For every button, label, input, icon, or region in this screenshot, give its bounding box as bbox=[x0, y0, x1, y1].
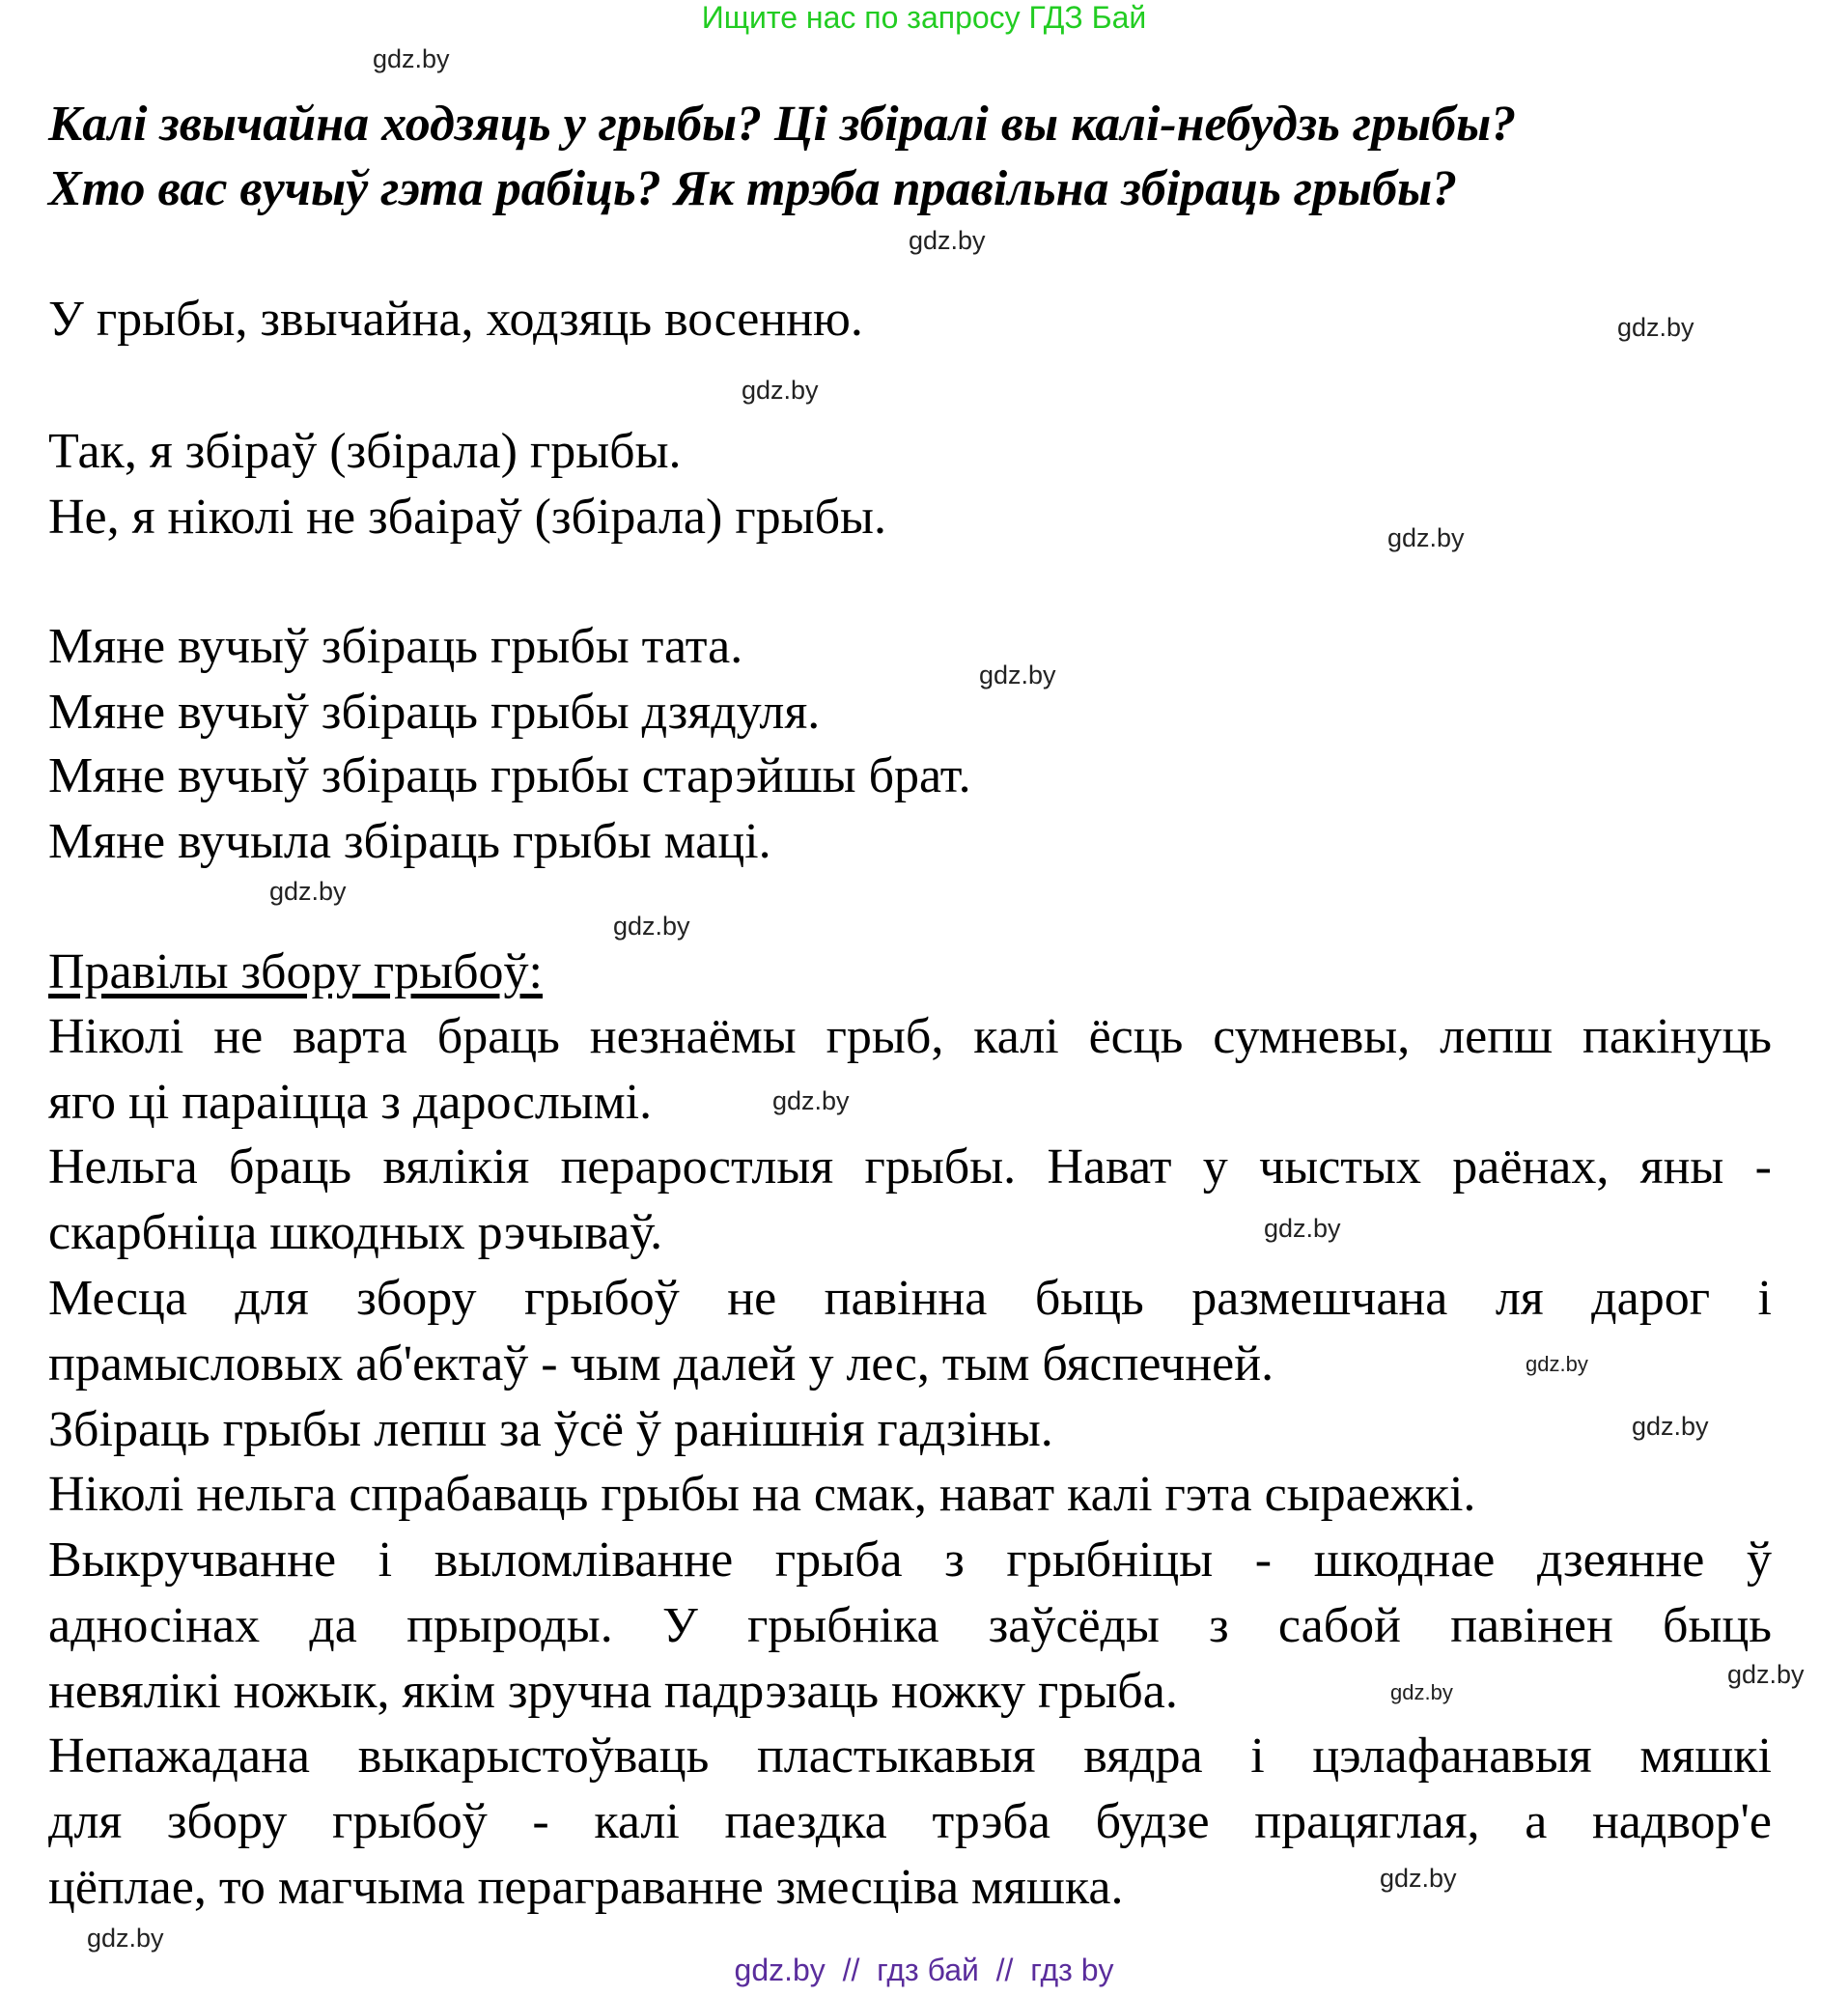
watermark: gdz.by bbox=[742, 376, 819, 405]
answer-teacher-4: Мяне вучыла збіраць грыбы маці. bbox=[48, 814, 771, 869]
watermark: gdz.by bbox=[87, 1924, 164, 1953]
watermark: gdz.by bbox=[1526, 1352, 1588, 1376]
rule-line: Выкручванне і выломліванне грыба з грыбніцы - шкоднае дзеянне ў bbox=[48, 1532, 1772, 1588]
watermark: gdz.by bbox=[1632, 1412, 1709, 1441]
answer-teacher-2: Мяне вучыў збіраць грыбы дзядуля. bbox=[48, 685, 821, 740]
rule-line: Нельга браць вялікія пераростлыя грыбы. Нават у чыстых раёнах, яны - bbox=[48, 1139, 1772, 1195]
rule-line: яго ці параіцца з дарослымі. bbox=[48, 1075, 653, 1130]
watermark: gdz.by bbox=[1264, 1214, 1341, 1243]
watermark: gdz.by bbox=[613, 912, 690, 941]
watermark: gdz.by bbox=[1390, 1680, 1453, 1704]
watermark: gdz.by bbox=[269, 877, 347, 906]
question-line-1: Калі звычайна ходзяць у грыбы? Ці збіралі вы калі-небудзь грыбы? bbox=[48, 97, 1517, 152]
answer-when: У грыбы, звычайна, ходзяць восенню. bbox=[48, 292, 863, 347]
watermark: gdz.by bbox=[1617, 313, 1694, 342]
answer-collected-yes: Так, я збіраў (збірала) грыбы. bbox=[48, 424, 682, 479]
watermark: gdz.by bbox=[1380, 1864, 1457, 1893]
watermark: gdz.by bbox=[979, 661, 1056, 689]
rule-line: Ніколі нельга спрабаваць грыбы на смак, нават калі гэта сыраежкі. bbox=[48, 1467, 1476, 1522]
rule-line: скарбніца шкодных рэчываў. bbox=[48, 1205, 663, 1260]
question-line-2: Хто вас вучыў гэта рабіць? Як трэба правільна збіраць грыбы? bbox=[48, 161, 1458, 216]
rule-line: Збіраць грыбы лепш за ўсё ў ранішнія гадзіны. bbox=[48, 1402, 1053, 1457]
footer-links: gdz.by // гдз бай // гдз by bbox=[734, 1953, 1114, 1987]
answer-teacher-1: Мяне вучыў збіраць грыбы тата. bbox=[48, 619, 743, 674]
search-banner: Ищите нас по запросу ГДЗ Бай bbox=[701, 0, 1147, 35]
answer-collected-no: Не, я ніколі не збаіраў (збірала) грыбы. bbox=[48, 490, 886, 545]
rules-heading: Правілы збору грыбоў: bbox=[48, 944, 544, 999]
watermark: gdz.by bbox=[373, 44, 450, 73]
watermark: gdz.by bbox=[772, 1086, 850, 1115]
rule-line: Непажадана выкарыстоўваць пластыкавыя вядра і цэлафанавыя мяшкі bbox=[48, 1729, 1772, 1784]
rule-line: цёплае, то магчыма пераграванне змесціва мяшка. bbox=[48, 1860, 1124, 1915]
answer-teacher-3: Мяне вучыў збіраць грыбы старэйшы брат. bbox=[48, 748, 971, 803]
rule-line: адносінах да прыроды. У грыбніка заўсёды з сабой павінен быць bbox=[48, 1598, 1772, 1653]
watermark: gdz.by bbox=[909, 226, 986, 255]
rule-line: прамысловых аб'ектаў - чым далей у лес, тым бяспечней. bbox=[48, 1336, 1274, 1392]
rule-line: Ніколі не варта браць незнаёмы грыб, калі ёсць сумневы, лепш пакінуць bbox=[48, 1009, 1772, 1064]
rule-line: Месца для збору грыбоў не павінна быць размешчана ля дарог і bbox=[48, 1271, 1772, 1326]
watermark: gdz.by bbox=[1727, 1660, 1805, 1689]
rule-line: невялікі ножык, якім зручна падрэзаць ножку грыба. bbox=[48, 1664, 1178, 1719]
rule-line: для збору грыбоў - калі паездка трэба будзе працяглая, а надвор'е bbox=[48, 1794, 1772, 1849]
watermark: gdz.by bbox=[1387, 523, 1465, 552]
